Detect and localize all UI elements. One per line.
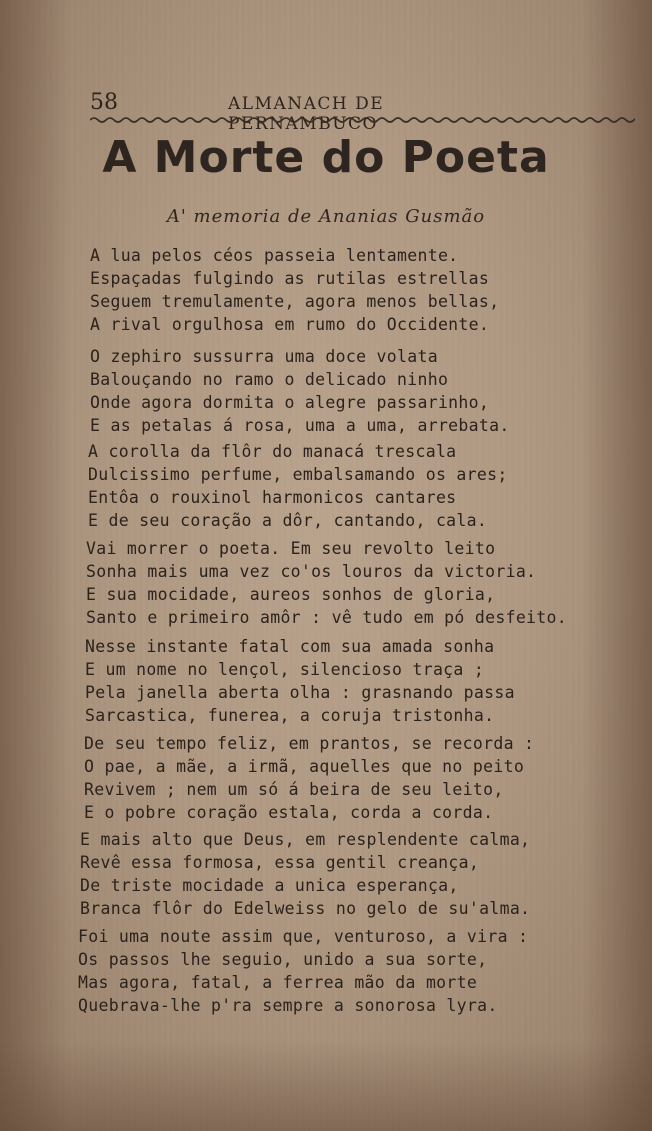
verse-line: Balouçando no ramo o delicado ninho bbox=[90, 370, 449, 389]
verse-line: A lua pelos céos passeia lentamente. bbox=[90, 246, 459, 265]
verse-line: De seu tempo feliz, em prantos, se recorda : bbox=[84, 734, 535, 753]
verse-line: E as petalas á rosa, uma a uma, arrebata. bbox=[90, 416, 510, 435]
verse-line: Branca flôr do Edelweiss no gelo de su'alma. bbox=[80, 899, 531, 918]
verse-line: O zephiro sussurra uma doce volata bbox=[90, 347, 438, 366]
stanza bbox=[86, 537, 646, 629]
verse-line: Espaçadas fulgindo as rutilas estrellas bbox=[90, 269, 490, 288]
verse-line: Os passos lhe seguio, unido a sua sorte, bbox=[78, 950, 488, 969]
verse-line: Revê essa formosa, essa gentil creança, bbox=[80, 853, 480, 872]
verse-line: A rival orgulhosa em rumo do Occidente. bbox=[90, 315, 490, 334]
verse-line: Dulcissimo perfume, embalsamando os ares; bbox=[88, 465, 508, 484]
verse-line: Santo e primeiro amôr : vê tudo em pó desfeito. bbox=[86, 608, 567, 627]
poem-title: A Morte do Poeta bbox=[102, 132, 550, 183]
header-wavy-rule bbox=[90, 114, 635, 126]
verse-line: E sua mocidade, aureos sonhos de gloria, bbox=[86, 585, 496, 604]
verse-line: E de seu coração a dôr, cantando, cala. bbox=[88, 511, 488, 530]
verse-line: E mais alto que Deus, em resplendente calma, bbox=[80, 830, 531, 849]
verse-line: E o pobre coração estala, corda a corda. bbox=[84, 803, 494, 822]
verse-line: O pae, a mãe, a irmã, aquelles que no peito bbox=[84, 757, 525, 776]
verse-line: De triste mocidade a unica esperança, bbox=[80, 876, 459, 895]
verse-line: Mas agora, fatal, a ferrea mão da morte bbox=[78, 973, 478, 992]
stanza bbox=[88, 440, 648, 532]
page-number: 58 bbox=[90, 90, 118, 115]
stanza bbox=[80, 828, 640, 920]
stanza bbox=[90, 345, 650, 437]
verse-line: Nesse instante fatal com sua amada sonha bbox=[85, 637, 495, 656]
verse-line: Sonha mais uma vez co'os louros da victoria. bbox=[86, 562, 537, 581]
stanza bbox=[90, 244, 650, 336]
page-shadow-bottom bbox=[0, 1041, 652, 1131]
verse-line: Seguem tremulamente, agora menos bellas, bbox=[90, 292, 500, 311]
verse-line: Vai morrer o poeta. Em seu revolto leito bbox=[86, 539, 496, 558]
verse-line: Sarcastica, funerea, a coruja tristonha. bbox=[85, 706, 495, 725]
verse-line: Foi uma noute assim que, venturoso, a vira : bbox=[78, 927, 529, 946]
poem-dedication: A' memoria de Ananias Gusmão bbox=[166, 206, 486, 227]
verse-line: Entôa o rouxinol harmonicos cantares bbox=[88, 488, 457, 507]
verse-line: Onde agora dormita o alegre passarinho, bbox=[90, 393, 490, 412]
verse-line: A corolla da flôr do manacá trescala bbox=[88, 442, 457, 461]
stanza bbox=[84, 732, 644, 824]
running-head: ALMANACH DE PERNAMBUCO bbox=[228, 94, 385, 134]
stanza bbox=[78, 925, 638, 1017]
stanza bbox=[85, 635, 645, 727]
verse-line: Revivem ; nem um só á beira de seu leito, bbox=[84, 780, 504, 799]
verse-line: Pela janella aberta olha : grasnando passa bbox=[85, 683, 515, 702]
verse-line: Quebrava-lhe p'ra sempre a sonorosa lyra. bbox=[78, 996, 498, 1015]
verse-line: E um nome no lençol, silencioso traça ; bbox=[85, 660, 485, 679]
